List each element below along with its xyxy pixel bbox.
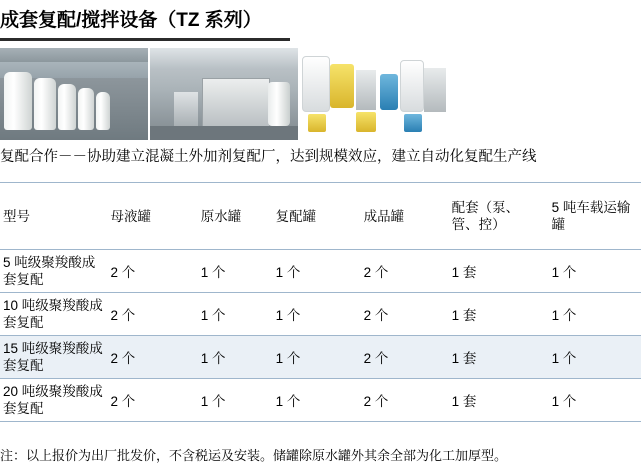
row-cell: 2 个 (108, 379, 198, 422)
row-model: 20 吨级聚羧酸成套复配 (0, 379, 108, 422)
product-yellow-small (356, 112, 376, 132)
photo-roofline (150, 48, 298, 70)
photo-roof (0, 48, 148, 62)
spec-table (0, 182, 641, 422)
row-cell: 2 个 (108, 336, 198, 379)
row-model: 10 吨级聚羧酸成套复配 (0, 293, 108, 336)
table-header-row (0, 183, 641, 250)
product-yellow-unit (330, 64, 354, 108)
row-cell: 1 套 (449, 336, 549, 379)
photo-floor (150, 126, 298, 140)
spec-table-head (0, 183, 641, 250)
table-row (0, 250, 641, 293)
product-collage-photo (300, 48, 448, 140)
photo-machine-small (174, 92, 198, 126)
product-white-tank (302, 56, 330, 112)
row-cell: 2 个 (361, 293, 449, 336)
row-cell: 1 个 (198, 293, 273, 336)
photo-tank (34, 78, 56, 130)
row-cell: 1 个 (273, 379, 361, 422)
row-cell: 1 个 (549, 336, 641, 379)
photo-machine (202, 78, 270, 128)
row-model: 15 吨级聚羧酸成套复配 (0, 336, 108, 379)
product-grey-rack (424, 68, 446, 112)
product-blue-unit (380, 74, 398, 110)
product-grey-unit (356, 70, 376, 110)
row-cell: 2 个 (108, 250, 198, 293)
table-row (0, 379, 641, 422)
photo-tank (268, 82, 290, 126)
photo-tank (78, 88, 94, 130)
row-cell: 1 个 (549, 379, 641, 422)
row-cell: 1 个 (273, 336, 361, 379)
row-cell: 1 个 (198, 250, 273, 293)
outdoor-tank-farm-photo (0, 48, 148, 140)
row-model: 5 吨级聚羧酸成套复配 (0, 250, 108, 293)
row-cell: 1 个 (198, 379, 273, 422)
header-transport-tank: 5 吨车载运输罐 (549, 183, 641, 250)
photo-tank (4, 72, 32, 130)
photo-tank (58, 84, 76, 130)
header-raw-water-tank: 原水罐 (198, 183, 273, 250)
row-cell: 1 个 (273, 250, 361, 293)
row-cell: 1 个 (198, 336, 273, 379)
footnote-text: 注：以上报价为出厂批发价，不含税运及安装。储罐除原水罐外其余全部为化工加厚型。 (0, 448, 508, 463)
subtitle-text: 复配合作－－协助建立混凝土外加剂复配厂，达到规模效应，建立自动化复配生产线 (0, 149, 537, 165)
row-cell: 2 个 (361, 250, 449, 293)
header-blending-tank: 复配罐 (273, 183, 361, 250)
product-white-tank (400, 60, 424, 112)
header-mother-liquor-tank: 母液罐 (108, 183, 198, 250)
spec-table-body (0, 250, 641, 422)
row-cell: 1 个 (549, 293, 641, 336)
row-cell: 1 个 (549, 250, 641, 293)
photo-tank (96, 92, 110, 130)
row-cell: 1 套 (449, 379, 549, 422)
header-model: 型号 (0, 183, 108, 250)
header-supporting-equipment: 配套（泵、管、控） (449, 183, 549, 250)
row-cell: 1 个 (273, 293, 361, 336)
table-row (0, 336, 641, 379)
row-cell: 2 个 (108, 293, 198, 336)
spec-table-wrap (0, 182, 641, 422)
header-finished-product-tank: 成品罐 (361, 183, 449, 250)
product-blue-small (404, 114, 422, 132)
row-cell: 1 套 (449, 293, 549, 336)
row-cell: 2 个 (361, 336, 449, 379)
row-cell: 1 套 (449, 250, 549, 293)
photo-strip (0, 48, 448, 140)
factory-interior-photo (150, 48, 298, 140)
row-cell: 2 个 (361, 379, 449, 422)
page-title-underline (0, 8, 290, 41)
table-row (0, 293, 641, 336)
page-title: 成套复配/搅拌设备（TZ 系列） (0, 10, 262, 31)
product-yellow-small (308, 114, 326, 132)
